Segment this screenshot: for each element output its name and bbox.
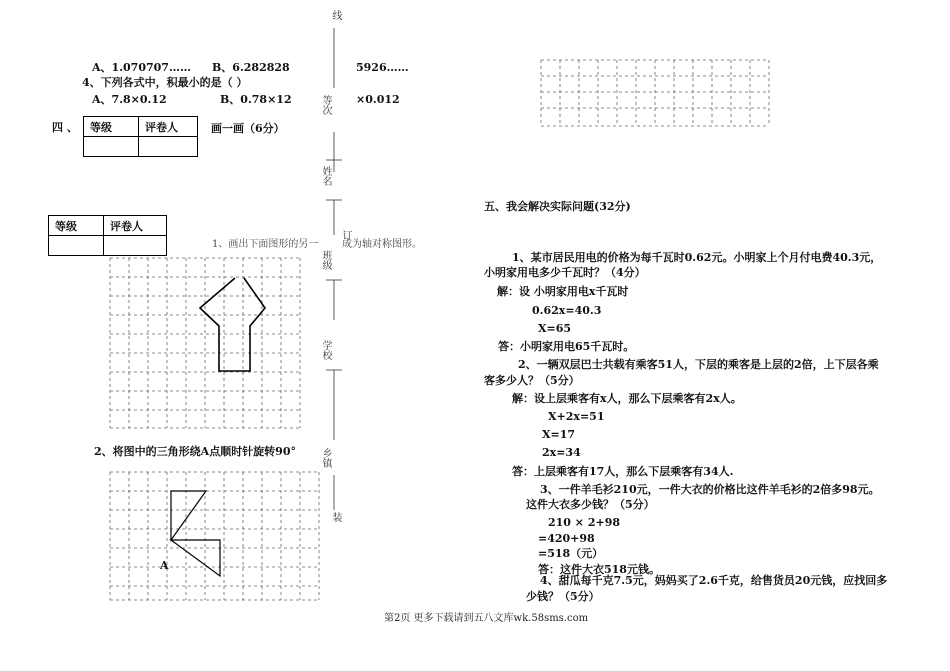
problem-2-step-1: 解：设上层乘客有x人，那么下层乘客有2x人。 — [512, 392, 742, 405]
score-grader-label: 评卷人 — [139, 117, 198, 137]
binding-town-label: 乡镇 — [320, 448, 331, 468]
draw-task-1: 1、画出下面图形的另一 — [212, 239, 319, 250]
draw-task-1-end: 成为轴对称图形。 — [342, 239, 422, 250]
problem-1-step-1: 解：设 小明家用电x千瓦时 — [497, 285, 629, 298]
section-5-title: 五、我会解决实际问题(32分) — [484, 200, 631, 213]
problem-2-line-2: 客多少人？（5分） — [484, 374, 580, 387]
problem-4-line-2: 少钱？（5分） — [526, 590, 600, 603]
score-level-cell — [84, 137, 139, 157]
drawing-grid-2 — [110, 472, 322, 604]
problem-2-line-1: 2、一辆双层巴士共载有乘客51人，下层的乘客是上层的2倍，上下层各乘 — [518, 358, 879, 371]
q4-choice-c: ×0.012 — [356, 93, 400, 106]
binding-class-label: 班级 — [320, 250, 331, 270]
problem-3-step-1: 210 × 2+98 — [548, 516, 621, 529]
problem-3-step-2: =420+98 — [538, 532, 595, 545]
problem-2-step-2: X+2x=51 — [548, 410, 605, 423]
problem-1-answer: 答：小明家用电65千瓦时。 — [498, 340, 635, 353]
score-level-label: 等级 — [84, 117, 139, 137]
score-level-cell — [49, 236, 104, 256]
original-triangle — [171, 491, 206, 540]
choice-b: B、6.282828 — [212, 61, 290, 74]
point-a-label: A — [160, 559, 169, 572]
symmetry-shape — [200, 278, 265, 371]
score-grader-cell — [104, 236, 167, 256]
problem-1-line-1: 1、某市居民用电的价格为每千瓦时0.62元。小明家上个月付电费40.3元， — [512, 251, 882, 264]
score-table-1 — [83, 116, 198, 157]
draw-task-2: 2、将图中的三角形绕A点顺时针旋转90° — [94, 445, 296, 458]
rotated-triangle — [171, 540, 220, 576]
problem-4-line-1: 4、甜瓜每千克7.5元，妈妈买了2.6千克，给售货员20元钱，应找回多 — [540, 574, 888, 587]
section-4-title: 画一画（6分） — [211, 122, 285, 135]
binding-name-label: 姓名 — [320, 166, 331, 186]
score-grader-cell — [139, 137, 198, 157]
section-4-number: 四 、 — [52, 121, 78, 134]
page-footer: 第2页 更多下载请到五八文库wk.58sms.com — [384, 613, 589, 624]
problem-1-line-2: 小明家用电多少千瓦时？（4分） — [484, 266, 646, 279]
binding-zhuang-label: 装 — [330, 512, 341, 522]
score-table-2 — [48, 215, 167, 256]
score-level-label: 等级 — [49, 216, 104, 236]
q4-choice-b: B、0.78×12 — [220, 93, 292, 106]
score-grader-label: 评卷人 — [104, 216, 167, 236]
problem-2-step-3: X=17 — [542, 428, 576, 441]
problem-2-step-4: 2x=34 — [542, 446, 581, 459]
problem-3-line-1: 3、一件羊毛衫210元，一件大衣的价格比这件羊毛衫的2倍多98元。 — [540, 483, 880, 496]
question-4: 4、下列各式中，积最小的是（ ） — [82, 76, 248, 89]
answer-grid — [541, 60, 773, 128]
problem-1-step-2: 0.62x=40.3 — [532, 304, 602, 317]
problem-1-step-3: X=65 — [538, 322, 572, 335]
problem-3-answer: 答：这件大衣518元钱。 — [538, 563, 660, 576]
binding-line-label: 线 — [330, 10, 341, 20]
choice-a: A、1.070707…… — [92, 61, 191, 74]
binding-grade-label: 等次 — [320, 95, 331, 115]
choice-continuation: 5926…… — [356, 61, 409, 74]
q4-choice-a: A、7.8×0.12 — [92, 93, 167, 106]
problem-3-step-3: =518（元） — [538, 547, 604, 560]
problem-2-answer: 答：上层乘客有17人，那么下层乘客有34人. — [512, 465, 734, 478]
drawing-grid-1 — [110, 258, 322, 433]
binding-school-label: 学校 — [320, 340, 331, 360]
problem-3-line-2: 这件大衣多少钱？（5分） — [526, 498, 655, 511]
binding-ding-label: 订 — [340, 230, 351, 240]
